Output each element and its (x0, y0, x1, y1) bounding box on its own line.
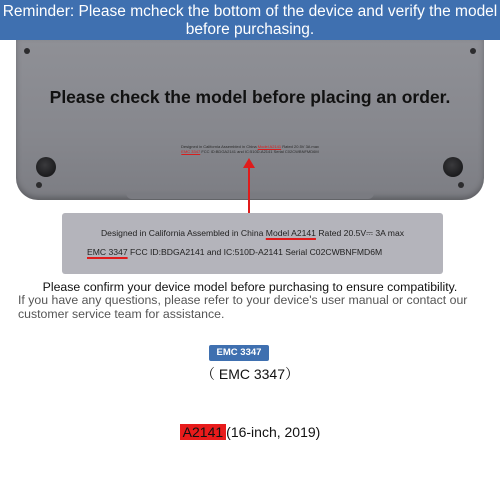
zoomed-label-emc: EMC 3347 (87, 247, 128, 257)
zoomed-label-ids: FCC ID:BDGA2141 and IC:510D-A2141 Serial C02CWBNFMD6M (127, 247, 383, 257)
emc-badge: EMC 3347 (209, 345, 269, 361)
case-regulatory-label (150, 144, 350, 154)
zoomed-label-line2 (87, 247, 447, 257)
check-model-headline: Please check the model before placing an order. (49, 87, 451, 107)
zoomed-label-model: Model A2141 (265, 228, 316, 238)
screw-bottom-left (36, 182, 42, 188)
confirm-notice: Please confirm your device model before purchasing to ensure compatibility. (42, 280, 458, 294)
laptop-bottom-case (16, 40, 484, 200)
pointer-arrow-line (248, 166, 250, 214)
tiny-label-model: Model A2141 (257, 144, 282, 149)
help-notice: If you have any questions, please refer to your device's user manual or contact our customer service team for assistance. (18, 293, 468, 321)
tiny-label-emc: EMC 3347 (181, 149, 201, 154)
screw-top-right (470, 48, 476, 54)
zoomed-label-prefix: Designed in California Assembled in China (100, 228, 266, 238)
reminder-banner (0, 0, 500, 40)
pointer-arrow-up-icon (243, 158, 255, 168)
tiny-label-text-b: Rated 20.5V 3A max (281, 144, 319, 149)
tiny-label-text-c: FCC ID:BDGA2141 and IC:510D-A2141 Serial C02CWBNFMD6M (200, 149, 319, 154)
model-line (0, 424, 500, 440)
rubber-foot-left (36, 157, 56, 177)
rubber-foot-right (443, 157, 463, 177)
zoomed-label-panel (62, 213, 443, 274)
tiny-label-text-a: Designed in California Assembled in China (181, 144, 258, 149)
zoomed-label-line1 (62, 228, 443, 239)
emc-number-text: （ EMC 3347） (200, 366, 300, 382)
screw-bottom-right (458, 182, 464, 188)
model-description: (16-inch, 2019) (226, 424, 321, 440)
reminder-text: Reminder: Please mcheck the bottom of the device and verify the model before purchasing. (2, 3, 498, 38)
screw-top-left (24, 48, 30, 54)
model-badge: A2141 (180, 424, 226, 440)
zoomed-label-rating: Rated 20.5V⎓ 3A max (315, 228, 405, 238)
laptop-front-lip (126, 193, 374, 199)
